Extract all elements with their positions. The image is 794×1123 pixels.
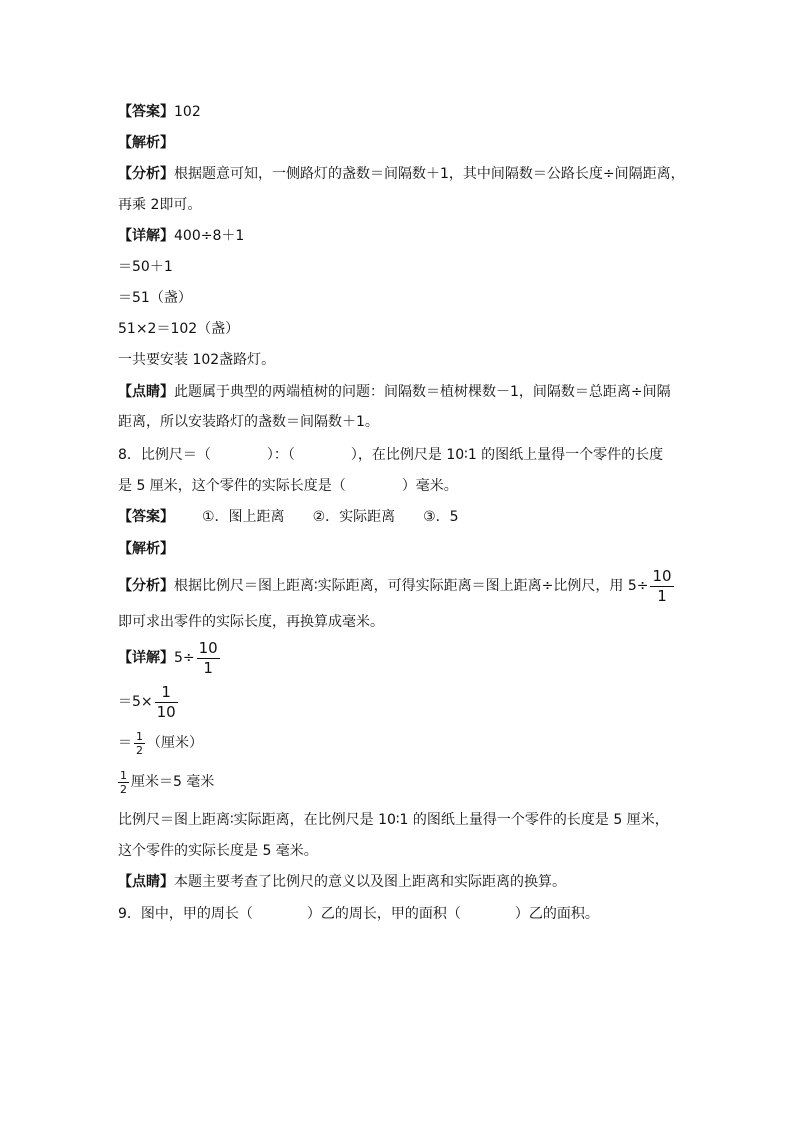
q8-answer-line [118,508,459,526]
calc-step: ＝51（盏） [118,290,192,306]
q8-dianjing-line [118,873,566,891]
analysis-tag: 【解析】 [118,541,174,557]
fraction [650,566,673,605]
dianjing-text: 此题属于典型的两端植树的问题：间隔数＝植树棵数－1，间隔数＝总距离÷间隔 [174,384,671,400]
fraction-numerator: 10 [198,638,218,657]
q7-fenxi-line1 [118,165,685,183]
fraction [155,682,178,721]
answer-tag: 【答案】 [118,509,174,525]
stem-text: ）：（ [266,447,295,463]
calc-step: ＝ [118,735,132,751]
answer-item: ①．图上距离 [202,509,285,525]
fraction-denominator: 1 [203,658,213,677]
q7-step4 [118,320,239,338]
answer-value: 102 [174,104,201,120]
fraction-denominator: 2 [120,782,127,796]
calc-step: ＝50＋1 [118,259,173,275]
conclusion-text: 比例尺＝图上距离∶实际距离，在比例尺是 10∶1 的图纸上量得一个零件的长度是 5 厘米， [118,812,669,828]
q7-dianjing-line2 [118,413,379,431]
fenxi-tag: 【分析】 [118,166,174,182]
stem-text: ）毫米。 [401,478,458,494]
fenxi-text: 根据题意可知，一侧路灯的盏数＝间隔数＋1，其中间隔数＝公路长度÷间隔距离， [174,166,685,182]
q7-analysis-line [118,134,174,152]
conclusion-text: 一共要安装 102盏路灯。 [118,352,276,368]
q7-dianjing-line1 [118,383,671,401]
q8-fenxi-line2 [118,613,384,631]
fraction [134,731,145,756]
fenxi-text-cont: 即可求出零件的实际长度，再换算成毫米。 [118,614,384,630]
unit-text: 厘米＝5 毫米 [131,774,215,790]
q8-fenxi-line1 [118,566,676,606]
fenxi-text: 根据比例尺＝图上距离∶实际距离，可得实际距离＝图上距离÷比例尺，用 5÷ [174,578,649,594]
fraction-denominator: 2 [136,743,143,757]
fraction [118,770,129,795]
q8-conclusion-line1 [118,811,669,829]
dianjing-tag: 【点睛】 [118,874,174,890]
q7-fenxi-line2 [118,196,201,214]
q8-step4 [118,767,214,797]
stem-text: ），在比例尺是 10∶1 的图纸上量得一个零件的长度 [350,447,664,463]
q7-xiangjie-line [118,227,244,245]
q8-stem-line1 [118,446,663,464]
dianjing-text: 本题主要考查了比例尺的意义以及图上距离和实际距离的换算。 [174,874,566,890]
calc-step: 400÷8＋1 [174,228,245,244]
q7-step2 [118,258,173,276]
fraction [197,638,220,677]
q8-analysis-line [118,540,174,558]
answer-item: ②．实际距离 [312,509,396,525]
q7-answer-line [118,103,201,121]
q9-stem-line [118,905,599,923]
stem-text: ）乙的周长，甲的面积（ [306,906,461,922]
analysis-tag: 【解析】 [118,135,174,151]
q8-step2 [118,682,180,722]
stem-text: 9．图中，甲的周长（ [118,906,253,922]
fraction-numerator: 1 [120,768,127,782]
unit-text: （厘米） [147,735,203,751]
fraction-denominator: 10 [156,702,176,721]
xiangjie-tag: 【详解】 [118,228,174,244]
fraction-numerator: 1 [136,729,143,743]
dianjing-text-cont: 距离，所以安装路灯的盏数＝间隔数＋1。 [118,414,379,430]
q8-conclusion-line2 [118,842,318,860]
fenxi-text-cont: 再乘 2即可。 [118,197,202,213]
fraction-denominator: 1 [657,586,667,605]
fenxi-tag: 【分析】 [118,578,174,594]
q7-step3 [118,289,192,307]
stem-text: 是 5 厘米，这个零件的实际长度是（ [118,478,346,494]
q8-step3 [118,728,203,758]
dianjing-tag: 【点睛】 [118,384,174,400]
q8-stem-line2 [118,477,458,495]
conclusion-text-cont: 这个零件的实际长度是 5 毫米。 [118,843,318,859]
fraction-numerator: 10 [652,566,672,585]
calc-step: 5÷ [174,650,195,666]
q8-xiangjie-line [118,638,222,678]
q7-conclusion [118,351,275,369]
stem-text: 8．比例尺＝（ [118,447,211,463]
fraction-numerator: 1 [161,682,171,701]
stem-text: ）乙的面积。 [514,906,599,922]
answer-item: ③．5 [423,509,459,525]
xiangjie-tag: 【详解】 [118,650,174,666]
answer-tag: 【答案】 [118,104,174,120]
calc-step: 51×2＝102（盏） [118,321,240,337]
calc-step: ＝5× [118,694,153,710]
